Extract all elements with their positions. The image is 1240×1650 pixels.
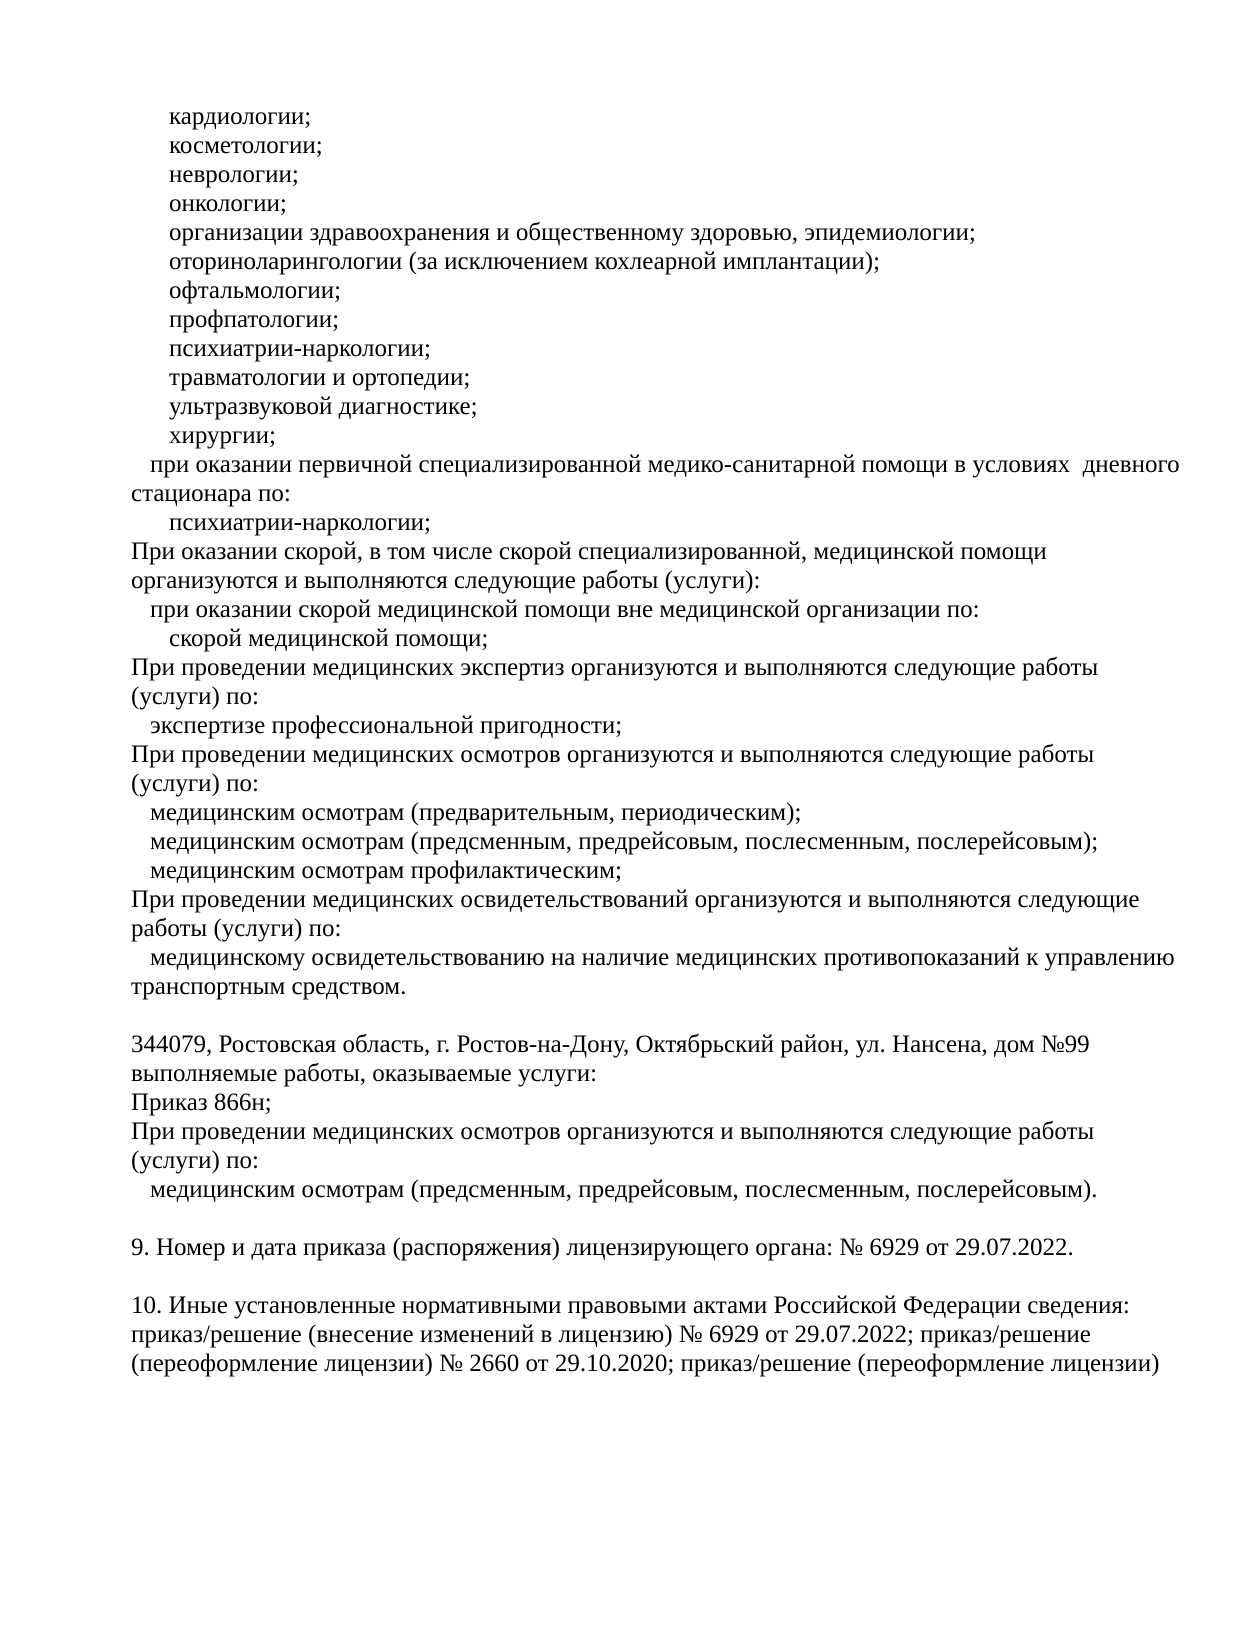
text-line: (услуги) по: xyxy=(131,683,259,710)
text-line: неврологии; xyxy=(169,161,299,188)
text-line: 344079, Ростовская область, г. Ростов-на-Дону, Октябрьский район, ул. Нансена, дом №99 xyxy=(131,1031,1090,1058)
text-line: экспертизе профессиональной пригодности; xyxy=(150,712,623,739)
text-line: кардиологии; xyxy=(169,103,312,130)
text-line: При проведении медицинских осмотров организуются и выполняются следующие работы xyxy=(131,1118,1095,1145)
text-line: Приказ 866н; xyxy=(131,1089,272,1116)
text-line: онкологии; xyxy=(169,190,287,217)
text-line: организуются и выполняются следующие работы (услуги): xyxy=(131,567,761,594)
text-line: при оказании первичной специализированной медико-санитарной помощи в условиях дневного xyxy=(150,451,1180,478)
text-line: хирургии; xyxy=(169,422,277,449)
text-line: выполняемые работы, оказываемые услуги: xyxy=(131,1060,598,1087)
text-line: психиатрии-наркологии; xyxy=(169,335,431,362)
text-line: оториноларингологии (за исключением кохлеарной имплантации); xyxy=(169,248,881,275)
text-line: 9. Номер и дата приказа (распоряжения) лицензирующего органа: № 6929 от 29.07.2022. xyxy=(131,1234,1074,1261)
text-line: (переоформление лицензии) № 2660 от 29.10.2020; приказ/решение (переоформление лицензии) xyxy=(131,1350,1160,1377)
text-line: 10. Иные установленные нормативными правовыми актами Российской Федерации сведения: xyxy=(131,1292,1130,1319)
text-line: При оказании скорой, в том числе скорой специализированной, медицинской помощи xyxy=(131,538,1047,565)
blank-line xyxy=(131,1262,1206,1291)
text-line: травматологии и ортопедии; xyxy=(169,364,471,391)
text-line: приказ/решение (внесение изменений в лицензию) № 6929 от 29.07.2022; приказ/решение xyxy=(131,1321,1091,1348)
text-line: (услуги) по: xyxy=(131,1147,259,1174)
blank-line xyxy=(131,1204,1206,1233)
text-line: психиатрии-наркологии; xyxy=(169,509,431,536)
text-line: При проведении медицинских экспертиз организуются и выполняются следующие работы xyxy=(131,654,1099,681)
text-line: косметологии; xyxy=(169,132,323,159)
text-line: медицинским осмотрам (предсменным, предрейсовым, послесменным, послерейсовым); xyxy=(150,828,1099,855)
text-line: ультразвуковой диагностике; xyxy=(169,393,478,420)
text-line: (услуги) по: xyxy=(131,770,259,797)
text-line: стационара по: xyxy=(131,480,291,507)
text-line: скорой медицинской помощи; xyxy=(169,625,489,652)
text-line: при оказании скорой медицинской помощи вне медицинской организации по: xyxy=(150,596,980,623)
text-line: медицинским осмотрам (предсменным, предрейсовым, послесменным, послерейсовым). xyxy=(150,1176,1098,1203)
blank-line xyxy=(131,1001,1206,1030)
text-line: При проведении медицинских осмотров организуются и выполняются следующие работы xyxy=(131,741,1095,768)
text-line: работы (услуги) по: xyxy=(131,915,342,942)
text-line: транспортным средством. xyxy=(131,973,407,1000)
text-line: медицинскому освидетельствованию на наличие медицинских противопоказаний к управлению xyxy=(150,944,1175,971)
document-text-block xyxy=(131,102,1206,1378)
text-line: организации здравоохранения и общественному здоровью, эпидемиологии; xyxy=(169,219,976,246)
text-line: медицинским осмотрам (предварительным, периодическим); xyxy=(150,799,802,826)
text-line: При проведении медицинских освидетельствований организуются и выполняются следующие xyxy=(131,886,1140,913)
text-line: медицинским осмотрам профилактическим; xyxy=(150,857,622,884)
text-line: профпатологии; xyxy=(169,306,340,333)
text-line: офтальмологии; xyxy=(169,277,342,304)
